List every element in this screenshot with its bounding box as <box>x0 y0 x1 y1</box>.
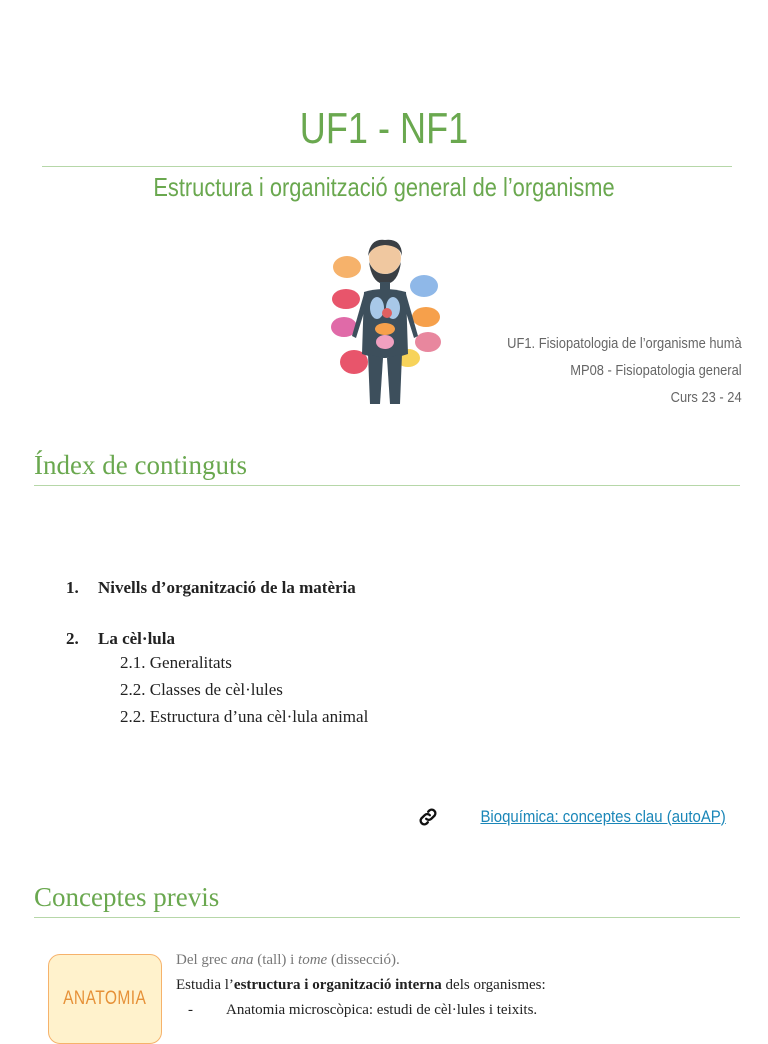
toc-item[interactable]: 2. La cèl·lula <box>66 629 175 648</box>
previs-divider <box>34 917 740 918</box>
course-meta <box>469 330 742 411</box>
toc-item-label: Nivells d’organització de la matèria <box>98 578 356 597</box>
previs-heading: Conceptes previs <box>34 882 220 912</box>
list-item: - Anatomia microscòpica: estudi de cèl·lules i teixits. <box>188 1002 538 1018</box>
title-divider <box>42 166 732 167</box>
toc-heading: Índex de continguts <box>34 450 247 480</box>
speech-bubble-icon <box>332 289 360 309</box>
resource-link-row <box>417 806 726 828</box>
meta-year: Curs 23 - 24 <box>671 389 742 406</box>
anatomia-description <box>176 948 746 1023</box>
definition-line: Estudia l’estructura i organització interna dels organismes: <box>176 977 546 993</box>
table-of-contents <box>66 578 368 730</box>
speech-bubble-icon <box>410 275 438 297</box>
toc-subitem[interactable]: 2.1. Generalitats <box>120 653 232 672</box>
toc-divider <box>34 485 740 486</box>
toc-item-label: La cèl·lula <box>98 629 175 648</box>
anatomia-label: ANATOMIA <box>63 988 147 1009</box>
speech-bubble-icon <box>333 256 361 278</box>
toc-subitem[interactable]: 2.2. Classes de cèl·lules <box>120 680 283 699</box>
speech-bubble-icon <box>415 332 441 352</box>
bioquimica-link[interactable]: Bioquímica: conceptes clau (autoAP) <box>480 807 726 826</box>
page-subtitle: Estructura i organització general de l’organisme <box>153 172 615 202</box>
meta-unit: UF1. Fisiopatologia de l’organisme humà <box>507 335 742 352</box>
human-body-illustration <box>316 236 452 412</box>
meta-module: MP08 - Fisiopatologia general <box>570 362 742 379</box>
page-title: UF1 - NF1 <box>299 104 469 153</box>
etymology-line: Del grec ana (tall) i tome (dissecció). <box>176 952 400 968</box>
toc-subitem[interactable]: 2.2. Estructura d’una cèl·lula animal <box>120 707 369 726</box>
anatomia-label-box <box>48 954 162 1044</box>
link-icon <box>417 806 439 828</box>
speech-bubble-icon <box>412 307 440 327</box>
toc-item[interactable]: 1. Nivells d’organització de la matèria <box>66 578 356 597</box>
